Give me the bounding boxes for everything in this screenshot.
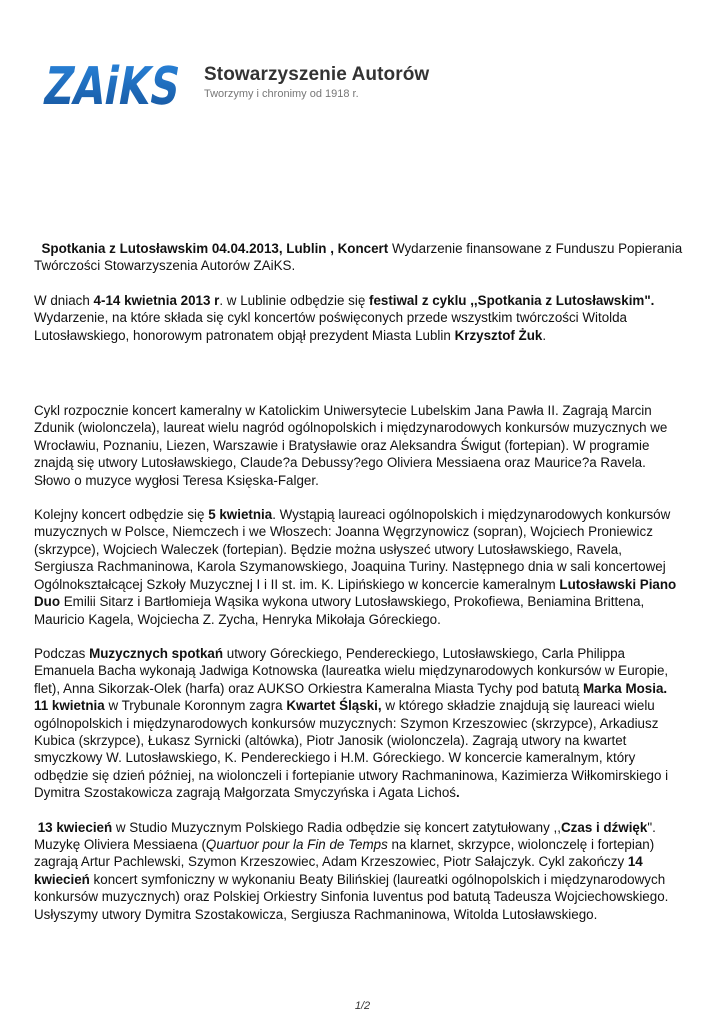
page-number: 1/2 bbox=[354, 1000, 371, 1012]
intro-paragraph: Spotkania z Lutosławskim 04.04.2013, Lublin , Koncert Wydarzenie finansowane z Funduszu Popierania Twórczości Stowarzyszenia Autorów ZAiKS. bbox=[34, 241, 683, 274]
event-title: Spotkania z Lutosławskim 04.04.2013, Lublin , Koncert bbox=[41, 241, 389, 256]
document-header bbox=[39, 52, 460, 117]
paragraph-april-5: Kolejny koncert odbędzie się 5 kwietnia. Wystąpią laureaci ogólnopolskich i międzynarodowych konkursów muzycznych w Polsce, Niemczech i we Włoszech: Joanna Węgrzynowicz (sopran), Wojciech Proniewicz (skrzypce), Wojciech Waleczek (fortepian). Będzie można usłyszeć utwory Lutosławskiego, Ravela, Sergiusza Rachmaninowa, Karola Szymanowskiego, Joaquina Turiny. Następnego dnia w sali koncertowej Ogólnokształcącej Szkoły Muzycznej I i II st. im. K. Lipińskiego w koncercie kameralnym Lutosławski Piano Duo Emilii Sitarz i Bartłomieja Wąsika wykona utwory Lutosławskiego, Prokofiewa, Beniamina Brittena, Mauricio Kagela, Wojciecha Z. Zycha, Henryka Mikołaja Góreckiego. bbox=[34, 507, 677, 627]
article-body bbox=[34, 240, 684, 940]
paragraph-opening-concert: Cykl rozpocznie koncert kameralny w Katolickim Uniwersytecie Lubelskim Jana Pawła II. Zagrają Marcin Zdunik (wiolonczela), laureat wielu nagród ogólnopolskich i międzynarodowych konkursów muzycznych we Wrocławiu, Poznaniu, Liezen, Warszawie i Bratysławie oraz Aleksandra Świgut (fortepian). W programie znajdą się utwory Lutosławskiego, Claude?a Debussy?ego Oliviera Messiaena oraz Maurice?a Ravela. Słowo o muzyce wygłosi Teresa Księska-Falger. bbox=[34, 403, 668, 488]
paragraph-musical-meetings: Podczas Muzycznych spotkań utwory Góreckiego, Pendereckiego, Lutosławskiego, Carla Philippa Emanuela Bacha wykonają Jadwiga Kotnowska (laureatka wielu międzynarodowych konkursów w Europie, flet), Anna Sikorzak-Olek (harfa) oraz AUKSO Orkiestra Kameralna Miasta Tychy pod batutą Marka Mosia. 11 kwietnia w Trybunale Koronnym zagra Kwartet Śląski, w którego składzie znajdują się laureaci wielu ogólnopolskich i międzynarodowych konkursów muzycznych: Szymon Krzeszowiec (skrzypce), Arkadiusz Kubica (skrzypce), Łukasz Syrnicki (altówka), Piotr Janosik (wiolonczela). Zagrają utwory na kwartet smyczkowy W. Lutosławskiego, K. Pendereckiego i H.M. Góreckiego. W koncercie kameralnym, który odbędzie się dzień później, na wiolonczeli i fortepianie utwory Rachmaninowa, Kazimierza Wiłkomirskiego i Dymitra Szostakowicza zagrają Małgorzata Smyczyńska i Agata Lichoś. bbox=[34, 645, 669, 801]
organization-tagline: Tworzymy i chronimy od 1918 r. bbox=[204, 88, 359, 100]
paragraph-festival: W dniach 4-14 kwietnia 2013 r. w Lublinie odbędzie się festiwal z cyklu ,,Spotkania z Lutosławskim". Wydarzenie, na które składa się cykl koncertów poświęconych przede wszystkim twórczości Witolda Lutosławskiego, honorowym patronatem objął prezydent Miasta Lublin Krzysztof Żuk. bbox=[34, 292, 655, 343]
logo-text: ZAiKS bbox=[39, 56, 224, 117]
organization-block bbox=[204, 64, 429, 100]
organization-name: Stowarzyszenie Autorów bbox=[204, 64, 430, 85]
zaiks-logo bbox=[39, 56, 224, 117]
paragraph-april-13: 13 kwiecień w Studio Muzycznym Polskiego Radia odbędzie się koncert zatytułowany ,,Czas i dźwięk". Muzykę Oliviera Messiaena (Quartuor pour la Fin de Temps na klarnet, skrzypce, wiolonczelę i fortepian) zagrają Artur Pachlewski, Szymon Krzeszowiec, Adam Krzeszowiec, Piotr Sałajczyk. Cykl zakończy 14 kwiecień koncert symfoniczny w wykonaniu Beaty Bilińskiej (laureatki ogólnopolskich i międzynarodowych konkursów muzycznych) oraz Polskiej Orkiestry Sinfonia Iuventus pod batutą Tadeusza Wojciechowskiego. Usłyszymy utwory Dymitra Szostakowicza, Sergiusza Rachmaninowa, Witolda Lutosławskiego. bbox=[34, 819, 669, 922]
